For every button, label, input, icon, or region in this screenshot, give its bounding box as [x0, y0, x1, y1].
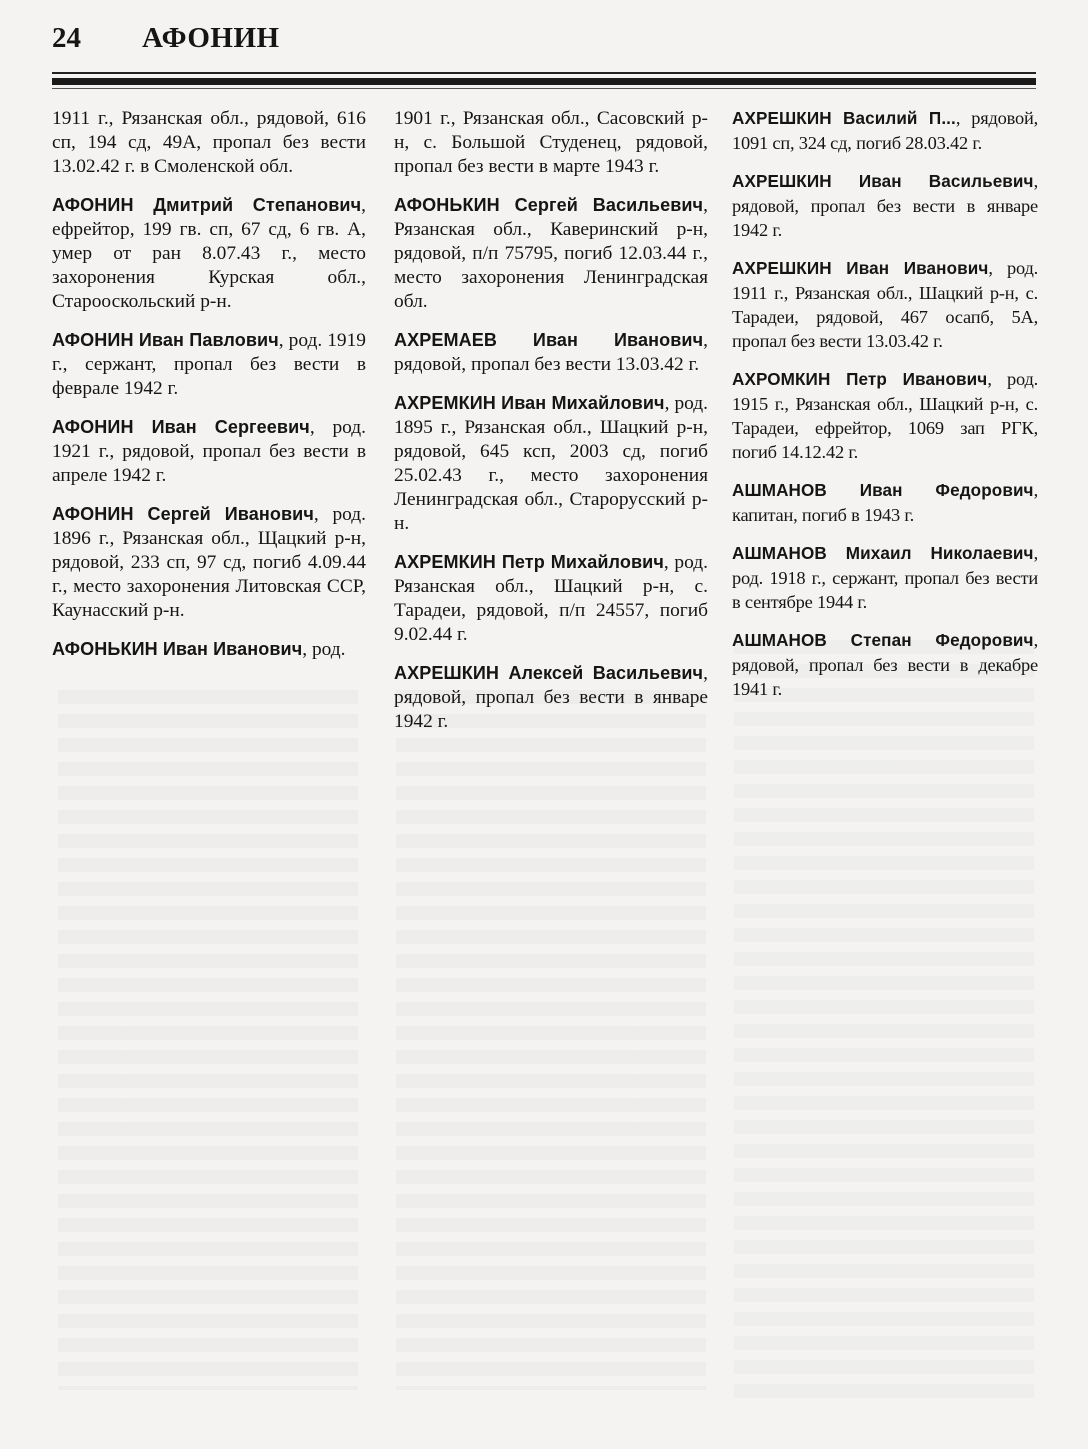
- entry-text: , Рязанская обл., Каверинский р-н, рядовой, п/п 75795, погиб 12.03.44 г., место захоронения Ленинградская обл.: [394, 195, 708, 312]
- entry-text: 1911 г., Рязанская обл., рядовой, 616 сп, 194 сд, 49А, пропал без вести 13.02.42 г. в Смоленской обл.: [52, 108, 366, 177]
- entry-name: АШМАНОВ Михаил Николаевич: [732, 544, 1034, 563]
- entry-name: АШМАНОВ Иван Федорович: [732, 481, 1034, 500]
- entry: [732, 256, 1038, 353]
- entry: [732, 367, 1038, 464]
- entry-text: , род. 1896 г., Рязанская обл., Щацкий р-н, рядовой, 233 сп, 97 сд, погиб 4.09.44 г., место захоронения Литовская ССР, Каунасский р-н.: [52, 504, 366, 621]
- entry-text: , род. 1895 г., Рязанская обл., Шацкий р-н, рядовой, 645 ксп, 2003 сд, погиб 25.02.43 г., место захоронения Ленинградская обл., Старорусский р-н.: [394, 393, 708, 534]
- entry-text: , род. 1918 г., сержант, пропал без вести в сентябре 1944 г.: [732, 543, 1038, 612]
- entry-name: АХРЕМАЕВ Иван Иванович: [394, 330, 704, 350]
- entry: [52, 415, 366, 488]
- entry-text: , род. 1911 г., Рязанская обл., Шацкий р-н, с. Тарадеи, рядовой, 467 осапб, 5А, пропал без вести 13.03.42 г.: [732, 258, 1038, 351]
- entry: [732, 541, 1038, 614]
- entry-name: АХРЕШКИН Алексей Васильевич: [394, 663, 704, 683]
- entry-text: , род. 1915 г., Рязанская обл., Шацкий р-н, с. Тарадеи, ефрейтор, 1069 зап РГК, погиб 14.12.42 г.: [732, 369, 1038, 462]
- entry: [394, 106, 708, 179]
- entry-name: АХРЕМКИН Петр Михайлович: [394, 552, 664, 572]
- entry-text: , род. 1921 г., рядовой, пропал без вести в апреле 1942 г.: [52, 417, 366, 486]
- bleed-through-texture: [58, 690, 358, 1390]
- entry: [52, 193, 366, 314]
- entry-text: 1901 г., Рязанская обл., Сасовский р-н, с. Большой Студенец, рядовой, пропал без вести в марте 1943 г.: [394, 108, 708, 177]
- entry-text: , ефрейтор, 199 гв. сп, 67 сд, 6 гв. А, умер от ран 8.07.43 г., место захоронения Курская обл., Старооскольский р-н.: [52, 195, 366, 312]
- bleed-through-texture: [734, 640, 1034, 1400]
- column-left: [52, 106, 366, 676]
- entry-name: АФОНЬКИН Сергей Васильевич: [394, 195, 704, 215]
- header-rule-bottom: [52, 88, 1036, 89]
- entry: [52, 637, 366, 662]
- entry-name: АФОНИН Иван Сергеевич: [52, 417, 310, 437]
- page-header: [52, 22, 280, 55]
- entry: [394, 328, 708, 377]
- entry-name: АШМАНОВ Степан Федорович: [732, 631, 1034, 650]
- entry: [732, 106, 1038, 155]
- entry: [394, 550, 708, 647]
- entry-text: , рядовой, 1091 сп, 324 сд, погиб 28.03.42 г.: [732, 108, 1038, 153]
- column-right: [732, 106, 1038, 715]
- entry-name: АХРОМКИН Петр Иванович: [732, 370, 988, 389]
- entry: [732, 628, 1038, 701]
- entry-name: АХРЕШКИН Иван Иванович: [732, 259, 989, 278]
- entry: [394, 391, 708, 536]
- column-middle: [394, 106, 708, 748]
- page-number: 24: [52, 22, 81, 54]
- entry: [394, 193, 708, 314]
- header-rule-thin: [52, 72, 1036, 74]
- header-rule-thick: [52, 78, 1036, 85]
- entry-name: АФОНИН Сергей Иванович: [52, 504, 314, 524]
- entry-name: АХРЕШКИН Иван Васильевич: [732, 172, 1034, 191]
- entry-text: , рядовой, пропал без вести в январе 1942 г.: [732, 171, 1038, 240]
- entry-text: , рядовой, пропал без вести в январе 1942 г.: [394, 663, 708, 732]
- entry-name: АХРЕШКИН Василий П...: [732, 109, 956, 128]
- entry-name: АФОНЬКИН Иван Иванович: [52, 639, 303, 659]
- entry: [394, 661, 708, 734]
- running-title: АФОНИН: [142, 22, 280, 54]
- entry-text: , рядовой, пропал без вести в декабре 1941 г.: [732, 630, 1038, 699]
- entry-text: , род. Рязанская обл., Шацкий р-н, с. Тарадеи, рядовой, п/п 24557, погиб 9.02.44 г.: [394, 552, 708, 645]
- entry-name: АХРЕМКИН Иван Михайлович: [394, 393, 665, 413]
- entry: [52, 106, 366, 179]
- entry: [732, 478, 1038, 527]
- entry-text: , род. 1919 г., сержант, пропал без вести в феврале 1942 г.: [52, 330, 366, 399]
- entry-name: АФОНИН Дмитрий Степанович: [52, 195, 362, 215]
- entry-text: , капитан, погиб в 1943 г.: [732, 480, 1038, 525]
- entry-text: , род.: [302, 639, 346, 660]
- bleed-through-texture: [396, 690, 706, 1390]
- entry-name: АФОНИН Иван Павлович: [52, 330, 279, 350]
- entry-text: , рядовой, пропал без вести 13.03.42 г.: [394, 330, 708, 375]
- entry: [52, 502, 366, 623]
- entry: [52, 328, 366, 401]
- entry: [732, 169, 1038, 242]
